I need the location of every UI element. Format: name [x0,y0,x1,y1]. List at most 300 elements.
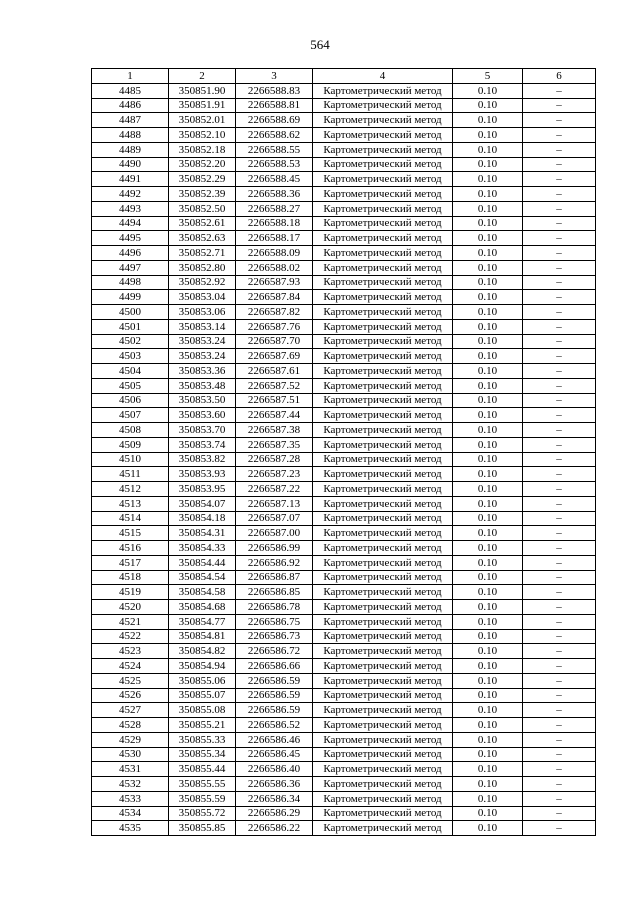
table-row [92,437,596,452]
point-number-cell: 4515 [92,526,169,541]
y-coordinate-cell: 2266587.07 [236,511,313,526]
y-coordinate-cell: 2266587.82 [236,305,313,320]
x-coordinate-cell: 350855.21 [169,718,236,733]
x-coordinate-cell: 350854.82 [169,644,236,659]
method-cell: Картометрический метод [313,526,453,541]
accuracy-cell: 0.10 [453,555,523,570]
accuracy-cell: 0.10 [453,762,523,777]
note-cell: – [523,570,596,585]
accuracy-cell: 0.10 [453,305,523,320]
accuracy-cell: 0.10 [453,806,523,821]
x-coordinate-cell: 350852.61 [169,216,236,231]
note-cell: – [523,821,596,836]
note-cell: – [523,747,596,762]
accuracy-cell: 0.10 [453,275,523,290]
table-row [92,659,596,674]
note-cell: – [523,334,596,349]
note-cell: – [523,349,596,364]
y-coordinate-cell: 2266587.84 [236,290,313,305]
y-coordinate-cell: 2266586.45 [236,747,313,762]
point-number-cell: 4495 [92,231,169,246]
note-cell: – [523,83,596,98]
point-number-cell: 4487 [92,113,169,128]
table-row [92,364,596,379]
accuracy-cell: 0.10 [453,526,523,541]
y-coordinate-cell: 2266587.44 [236,408,313,423]
y-coordinate-cell: 2266586.78 [236,600,313,615]
y-coordinate-cell: 2266586.36 [236,777,313,792]
y-coordinate-cell: 2266588.81 [236,98,313,113]
accuracy-cell: 0.10 [453,496,523,511]
accuracy-cell: 0.10 [453,246,523,261]
point-number-cell: 4490 [92,157,169,172]
method-cell: Картометрический метод [313,673,453,688]
column-header: 2 [169,69,236,84]
x-coordinate-cell: 350851.90 [169,83,236,98]
method-cell: Картометрический метод [313,393,453,408]
note-cell: – [523,718,596,733]
x-coordinate-cell: 350853.70 [169,423,236,438]
note-cell: – [523,216,596,231]
point-number-cell: 4529 [92,732,169,747]
x-coordinate-cell: 350855.72 [169,806,236,821]
x-coordinate-cell: 350854.58 [169,585,236,600]
y-coordinate-cell: 2266586.87 [236,570,313,585]
x-coordinate-cell: 350855.08 [169,703,236,718]
y-coordinate-cell: 2266587.35 [236,437,313,452]
table-row [92,688,596,703]
point-number-cell: 4508 [92,423,169,438]
accuracy-cell: 0.10 [453,157,523,172]
table-row [92,747,596,762]
method-cell: Картометрический метод [313,644,453,659]
table-row [92,718,596,733]
accuracy-cell: 0.10 [453,703,523,718]
table-row [92,600,596,615]
accuracy-cell: 0.10 [453,791,523,806]
y-coordinate-cell: 2266588.36 [236,187,313,202]
point-number-cell: 4492 [92,187,169,202]
y-coordinate-cell: 2266588.27 [236,201,313,216]
x-coordinate-cell: 350855.07 [169,688,236,703]
y-coordinate-cell: 2266586.59 [236,703,313,718]
note-cell: – [523,806,596,821]
table-row [92,555,596,570]
column-header: 6 [523,69,596,84]
y-coordinate-cell: 2266588.55 [236,142,313,157]
y-coordinate-cell: 2266587.13 [236,496,313,511]
x-coordinate-cell: 350853.48 [169,378,236,393]
point-number-cell: 4526 [92,688,169,703]
y-coordinate-cell: 2266587.22 [236,482,313,497]
method-cell: Картометрический метод [313,201,453,216]
table-row [92,319,596,334]
x-coordinate-cell: 350854.31 [169,526,236,541]
accuracy-cell: 0.10 [453,349,523,364]
method-cell: Картометрический метод [313,260,453,275]
table-row [92,231,596,246]
x-coordinate-cell: 350851.91 [169,98,236,113]
table-header-row [92,69,596,84]
method-cell: Картометрический метод [313,629,453,644]
table-row [92,791,596,806]
point-number-cell: 4501 [92,319,169,334]
method-cell: Картометрический метод [313,482,453,497]
column-header: 1 [92,69,169,84]
x-coordinate-cell: 350852.63 [169,231,236,246]
point-number-cell: 4496 [92,246,169,261]
point-number-cell: 4516 [92,541,169,556]
x-coordinate-cell: 350853.06 [169,305,236,320]
note-cell: – [523,467,596,482]
point-number-cell: 4519 [92,585,169,600]
x-coordinate-cell: 350852.18 [169,142,236,157]
method-cell: Картометрический метод [313,216,453,231]
accuracy-cell: 0.10 [453,187,523,202]
method-cell: Картометрический метод [313,128,453,143]
x-coordinate-cell: 350853.36 [169,364,236,379]
method-cell: Картометрический метод [313,467,453,482]
method-cell: Картометрический метод [313,231,453,246]
accuracy-cell: 0.10 [453,216,523,231]
point-number-cell: 4511 [92,467,169,482]
y-coordinate-cell: 2266586.99 [236,541,313,556]
y-coordinate-cell: 2266588.17 [236,231,313,246]
method-cell: Картометрический метод [313,541,453,556]
method-cell: Картометрический метод [313,246,453,261]
y-coordinate-cell: 2266587.28 [236,452,313,467]
x-coordinate-cell: 350854.54 [169,570,236,585]
y-coordinate-cell: 2266587.00 [236,526,313,541]
x-coordinate-cell: 350854.94 [169,659,236,674]
table-row [92,157,596,172]
x-coordinate-cell: 350855.33 [169,732,236,747]
note-cell: – [523,246,596,261]
y-coordinate-cell: 2266588.53 [236,157,313,172]
note-cell: – [523,673,596,688]
point-number-cell: 4530 [92,747,169,762]
note-cell: – [523,629,596,644]
note-cell: – [523,423,596,438]
y-coordinate-cell: 2266588.45 [236,172,313,187]
note-cell: – [523,172,596,187]
note-cell: – [523,659,596,674]
point-number-cell: 4533 [92,791,169,806]
method-cell: Картометрический метод [313,172,453,187]
accuracy-cell: 0.10 [453,113,523,128]
point-number-cell: 4505 [92,378,169,393]
method-cell: Картометрический метод [313,747,453,762]
method-cell: Картометрический метод [313,83,453,98]
note-cell: – [523,305,596,320]
y-coordinate-cell: 2266588.09 [236,246,313,261]
y-coordinate-cell: 2266586.59 [236,688,313,703]
y-coordinate-cell: 2266586.46 [236,732,313,747]
point-number-cell: 4518 [92,570,169,585]
x-coordinate-cell: 350855.59 [169,791,236,806]
y-coordinate-cell: 2266586.92 [236,555,313,570]
accuracy-cell: 0.10 [453,393,523,408]
note-cell: – [523,555,596,570]
accuracy-cell: 0.10 [453,718,523,733]
table-row [92,216,596,231]
method-cell: Картометрический метод [313,659,453,674]
point-number-cell: 4493 [92,201,169,216]
accuracy-cell: 0.10 [453,378,523,393]
y-coordinate-cell: 2266586.34 [236,791,313,806]
note-cell: – [523,644,596,659]
point-number-cell: 4528 [92,718,169,733]
y-coordinate-cell: 2266587.76 [236,319,313,334]
table-row [92,378,596,393]
point-number-cell: 4514 [92,511,169,526]
y-coordinate-cell: 2266588.62 [236,128,313,143]
x-coordinate-cell: 350853.60 [169,408,236,423]
method-cell: Картометрический метод [313,334,453,349]
point-number-cell: 4503 [92,349,169,364]
y-coordinate-cell: 2266588.18 [236,216,313,231]
table-row [92,142,596,157]
table-row [92,511,596,526]
table-row [92,732,596,747]
point-number-cell: 4532 [92,777,169,792]
accuracy-cell: 0.10 [453,142,523,157]
table-row [92,349,596,364]
method-cell: Картометрический метод [313,157,453,172]
accuracy-cell: 0.10 [453,128,523,143]
note-cell: – [523,762,596,777]
note-cell: – [523,378,596,393]
table-row [92,482,596,497]
y-coordinate-cell: 2266588.02 [236,260,313,275]
method-cell: Картометрический метод [313,113,453,128]
point-number-cell: 4506 [92,393,169,408]
note-cell: – [523,511,596,526]
y-coordinate-cell: 2266587.70 [236,334,313,349]
accuracy-cell: 0.10 [453,172,523,187]
table-row [92,570,596,585]
accuracy-cell: 0.10 [453,614,523,629]
point-number-cell: 4527 [92,703,169,718]
note-cell: – [523,319,596,334]
note-cell: – [523,393,596,408]
method-cell: Картометрический метод [313,688,453,703]
x-coordinate-cell: 350852.29 [169,172,236,187]
x-coordinate-cell: 350853.24 [169,349,236,364]
note-cell: – [523,732,596,747]
table-row [92,496,596,511]
x-coordinate-cell: 350853.95 [169,482,236,497]
method-cell: Картометрический метод [313,305,453,320]
point-number-cell: 4507 [92,408,169,423]
accuracy-cell: 0.10 [453,821,523,836]
point-number-cell: 4494 [92,216,169,231]
accuracy-cell: 0.10 [453,541,523,556]
table-row [92,762,596,777]
table-row [92,172,596,187]
point-number-cell: 4523 [92,644,169,659]
method-cell: Картометрический метод [313,437,453,452]
note-cell: – [523,290,596,305]
x-coordinate-cell: 350853.04 [169,290,236,305]
note-cell: – [523,777,596,792]
accuracy-cell: 0.10 [453,570,523,585]
method-cell: Картометрический метод [313,791,453,806]
x-coordinate-cell: 350852.01 [169,113,236,128]
point-number-cell: 4531 [92,762,169,777]
x-coordinate-cell: 350852.80 [169,260,236,275]
method-cell: Картометрический метод [313,570,453,585]
accuracy-cell: 0.10 [453,364,523,379]
x-coordinate-cell: 350855.85 [169,821,236,836]
table-row [92,644,596,659]
method-cell: Картометрический метод [313,511,453,526]
note-cell: – [523,275,596,290]
table-row [92,83,596,98]
method-cell: Картометрический метод [313,275,453,290]
point-number-cell: 4512 [92,482,169,497]
accuracy-cell: 0.10 [453,511,523,526]
table-row [92,290,596,305]
method-cell: Картометрический метод [313,821,453,836]
table-row [92,305,596,320]
accuracy-cell: 0.10 [453,688,523,703]
note-cell: – [523,614,596,629]
y-coordinate-cell: 2266587.69 [236,349,313,364]
accuracy-cell: 0.10 [453,83,523,98]
method-cell: Картометрический метод [313,614,453,629]
table-row [92,260,596,275]
accuracy-cell: 0.10 [453,644,523,659]
column-header: 5 [453,69,523,84]
x-coordinate-cell: 350855.34 [169,747,236,762]
note-cell: – [523,408,596,423]
note-cell: – [523,260,596,275]
accuracy-cell: 0.10 [453,290,523,305]
accuracy-cell: 0.10 [453,423,523,438]
y-coordinate-cell: 2266586.85 [236,585,313,600]
point-number-cell: 4534 [92,806,169,821]
note-cell: – [523,113,596,128]
note-cell: – [523,142,596,157]
accuracy-cell: 0.10 [453,659,523,674]
point-number-cell: 4521 [92,614,169,629]
table-row [92,777,596,792]
method-cell: Картометрический метод [313,718,453,733]
method-cell: Картометрический метод [313,777,453,792]
table-row [92,201,596,216]
y-coordinate-cell: 2266587.38 [236,423,313,438]
table-row [92,98,596,113]
accuracy-cell: 0.10 [453,408,523,423]
point-number-cell: 4499 [92,290,169,305]
table-row [92,334,596,349]
accuracy-cell: 0.10 [453,319,523,334]
table-row [92,393,596,408]
accuracy-cell: 0.10 [453,98,523,113]
note-cell: – [523,541,596,556]
x-coordinate-cell: 350855.06 [169,673,236,688]
point-number-cell: 4513 [92,496,169,511]
y-coordinate-cell: 2266586.73 [236,629,313,644]
table-row [92,541,596,556]
y-coordinate-cell: 2266586.29 [236,806,313,821]
point-number-cell: 4491 [92,172,169,187]
page-number: 564 [310,37,330,52]
accuracy-cell: 0.10 [453,437,523,452]
x-coordinate-cell: 350853.74 [169,437,236,452]
x-coordinate-cell: 350853.24 [169,334,236,349]
accuracy-cell: 0.10 [453,732,523,747]
note-cell: – [523,496,596,511]
accuracy-cell: 0.10 [453,600,523,615]
x-coordinate-cell: 350853.50 [169,393,236,408]
x-coordinate-cell: 350853.82 [169,452,236,467]
x-coordinate-cell: 350854.18 [169,511,236,526]
point-number-cell: 4500 [92,305,169,320]
note-cell: – [523,128,596,143]
x-coordinate-cell: 350853.93 [169,467,236,482]
note-cell: – [523,157,596,172]
table-row [92,246,596,261]
y-coordinate-cell: 2266587.61 [236,364,313,379]
point-number-cell: 4502 [92,334,169,349]
note-cell: – [523,688,596,703]
table-row [92,806,596,821]
point-number-cell: 4486 [92,98,169,113]
point-number-cell: 4485 [92,83,169,98]
x-coordinate-cell: 350855.44 [169,762,236,777]
table-row [92,585,596,600]
point-number-cell: 4535 [92,821,169,836]
method-cell: Картометрический метод [313,290,453,305]
table-row [92,408,596,423]
y-coordinate-cell: 2266588.83 [236,83,313,98]
point-number-cell: 4488 [92,128,169,143]
column-header: 4 [313,69,453,84]
y-coordinate-cell: 2266587.23 [236,467,313,482]
x-coordinate-cell: 350852.39 [169,187,236,202]
note-cell: – [523,452,596,467]
note-cell: – [523,437,596,452]
point-number-cell: 4489 [92,142,169,157]
note-cell: – [523,600,596,615]
accuracy-cell: 0.10 [453,334,523,349]
table-row [92,423,596,438]
accuracy-cell: 0.10 [453,452,523,467]
column-header: 3 [236,69,313,84]
x-coordinate-cell: 350853.14 [169,319,236,334]
method-cell: Картометрический метод [313,187,453,202]
note-cell: – [523,482,596,497]
note-cell: – [523,585,596,600]
note-cell: – [523,231,596,246]
method-cell: Картометрический метод [313,762,453,777]
note-cell: – [523,526,596,541]
accuracy-cell: 0.10 [453,585,523,600]
point-number-cell: 4510 [92,452,169,467]
point-number-cell: 4497 [92,260,169,275]
point-number-cell: 4522 [92,629,169,644]
accuracy-cell: 0.10 [453,201,523,216]
accuracy-cell: 0.10 [453,673,523,688]
x-coordinate-cell: 350854.07 [169,496,236,511]
method-cell: Картометрический метод [313,142,453,157]
y-coordinate-cell: 2266586.66 [236,659,313,674]
method-cell: Картометрический метод [313,319,453,334]
x-coordinate-cell: 350855.55 [169,777,236,792]
point-number-cell: 4524 [92,659,169,674]
